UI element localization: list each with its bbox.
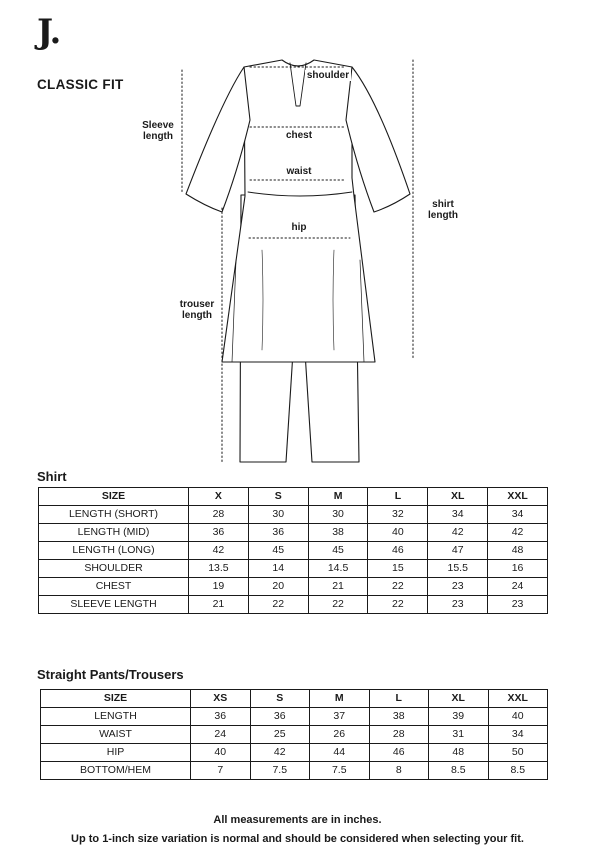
table-cell: 7.5: [310, 762, 370, 780]
table-cell: 36: [250, 708, 310, 726]
table-cell: 19: [189, 578, 249, 596]
table-cell: 22: [308, 596, 368, 614]
table-row: [39, 596, 548, 614]
table-cell: 45: [248, 542, 308, 560]
left-sleeve: [186, 67, 250, 212]
table-cell: 48: [488, 542, 548, 560]
table-cell: 48: [429, 744, 489, 762]
table-cell: LENGTH: [41, 708, 191, 726]
table-cell: 42: [250, 744, 310, 762]
waist-label: waist: [286, 166, 312, 177]
column-header: XS: [191, 690, 251, 708]
table-cell: 36: [191, 708, 251, 726]
table-cell: 22: [368, 578, 428, 596]
table-cell: LENGTH (LONG): [39, 542, 189, 560]
table-cell: 30: [248, 506, 308, 524]
column-header: SIZE: [41, 690, 191, 708]
table-header-row: [39, 488, 548, 506]
column-header: XL: [429, 690, 489, 708]
table-cell: 38: [369, 708, 429, 726]
table-cell: 7: [191, 762, 251, 780]
table-cell: 15.5: [428, 560, 488, 578]
table-cell: 26: [310, 726, 370, 744]
table-cell: 34: [488, 726, 548, 744]
shirt-section-title: Shirt: [37, 469, 67, 484]
table-cell: 46: [369, 744, 429, 762]
trousers-size-table: [40, 689, 548, 780]
table-row: [41, 744, 548, 762]
table-cell: 40: [368, 524, 428, 542]
footer-note-variation: Up to 1-inch size variation is normal and should be considered when selecting your fit.: [71, 833, 524, 845]
table-cell: 40: [191, 744, 251, 762]
column-header: M: [310, 690, 370, 708]
table-row: [41, 762, 548, 780]
shirt-length-label: shirt length: [420, 199, 466, 221]
table-cell: LENGTH (MID): [39, 524, 189, 542]
table-cell: 22: [368, 596, 428, 614]
table-cell: 8.5: [429, 762, 489, 780]
table-cell: 42: [488, 524, 548, 542]
column-header: L: [368, 488, 428, 506]
table-cell: 24: [488, 578, 548, 596]
table-cell: 36: [248, 524, 308, 542]
table-cell: 23: [428, 596, 488, 614]
table-cell: 20: [248, 578, 308, 596]
table-cell: 38: [308, 524, 368, 542]
column-header: M: [308, 488, 368, 506]
column-header: SIZE: [39, 488, 189, 506]
table-row: [39, 560, 548, 578]
column-header: S: [248, 488, 308, 506]
table-cell: 39: [429, 708, 489, 726]
table-cell: 31: [429, 726, 489, 744]
table-cell: 28: [189, 506, 249, 524]
column-header: XXL: [488, 488, 548, 506]
table-cell: 23: [488, 596, 548, 614]
table-cell: 42: [189, 542, 249, 560]
table-cell: 25: [250, 726, 310, 744]
table-header-row: [41, 690, 548, 708]
table-cell: WAIST: [41, 726, 191, 744]
table-cell: 45: [308, 542, 368, 560]
table-cell: HIP: [41, 744, 191, 762]
table-cell: 23: [428, 578, 488, 596]
table-row: [39, 578, 548, 596]
column-header: X: [189, 488, 249, 506]
table-cell: 40: [488, 708, 548, 726]
table-cell: BOTTOM/HEM: [41, 762, 191, 780]
footer-note-units: All measurements are in inches.: [213, 814, 382, 826]
table-cell: 47: [428, 542, 488, 560]
table-cell: 32: [368, 506, 428, 524]
table-cell: SLEEVE LENGTH: [39, 596, 189, 614]
column-header: XL: [428, 488, 488, 506]
shoulder-label: shoulder: [306, 70, 350, 81]
table-row: [41, 708, 548, 726]
table-cell: 21: [308, 578, 368, 596]
table-cell: 42: [428, 524, 488, 542]
table-row: [39, 524, 548, 542]
shirt-size-table: [38, 487, 548, 614]
table-row: [41, 726, 548, 744]
table-cell: 13.5: [189, 560, 249, 578]
table-cell: 22: [248, 596, 308, 614]
table-cell: CHEST: [39, 578, 189, 596]
column-header: XXL: [488, 690, 548, 708]
table-cell: 50: [488, 744, 548, 762]
right-sleeve: [346, 67, 410, 212]
fit-title: CLASSIC FIT: [37, 77, 124, 92]
trousers-section-title: Straight Pants/Trousers: [37, 667, 184, 682]
sleeve-length-label: Sleeve length: [135, 120, 181, 142]
table-cell: 34: [428, 506, 488, 524]
table-cell: 14.5: [308, 560, 368, 578]
table-cell: 8.5: [488, 762, 548, 780]
table-cell: LENGTH (SHORT): [39, 506, 189, 524]
table-cell: 8: [369, 762, 429, 780]
table-cell: 44: [310, 744, 370, 762]
table-cell: 24: [191, 726, 251, 744]
column-header: L: [369, 690, 429, 708]
table-cell: 14: [248, 560, 308, 578]
table-cell: 46: [368, 542, 428, 560]
table-cell: 34: [488, 506, 548, 524]
table-cell: 30: [308, 506, 368, 524]
table-cell: 36: [189, 524, 249, 542]
table-cell: SHOULDER: [39, 560, 189, 578]
column-header: S: [250, 690, 310, 708]
hip-label: hip: [291, 222, 307, 233]
table-row: [39, 506, 548, 524]
brand-logo: J.: [37, 12, 61, 52]
table-cell: 28: [369, 726, 429, 744]
table-cell: 16: [488, 560, 548, 578]
table-cell: 21: [189, 596, 249, 614]
trouser-length-label: trouser length: [174, 299, 220, 321]
table-cell: 7.5: [250, 762, 310, 780]
table-cell: 15: [368, 560, 428, 578]
chest-label: chest: [285, 130, 313, 141]
table-row: [39, 542, 548, 560]
table-cell: 37: [310, 708, 370, 726]
